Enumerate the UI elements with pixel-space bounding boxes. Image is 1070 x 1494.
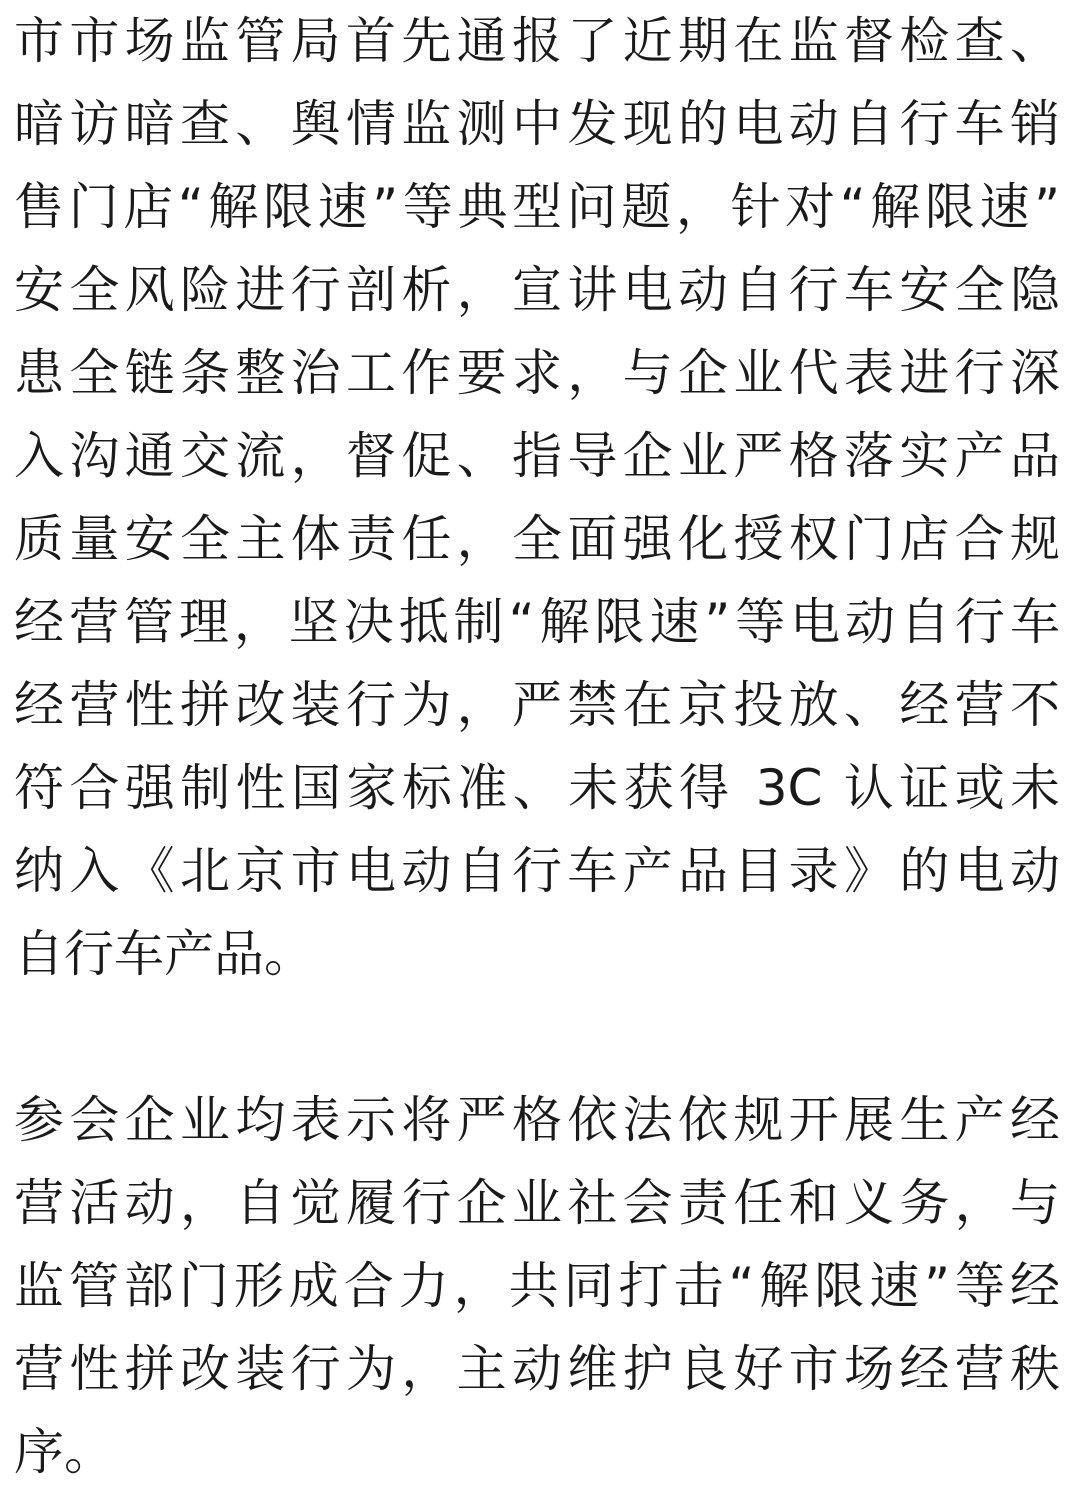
text-line: 序。 — [14, 1423, 114, 1481]
text-line: 符合强制性国家标准、未获得 3C 认证或未 — [14, 759, 1060, 817]
text-line: 营性拼改装行为，主动维护良好市场经营秩 — [14, 1340, 1060, 1398]
text-line: 安全风险进行剖析，宣讲电动自行车安全隐 — [14, 261, 1060, 319]
text-line: 经营管理，坚决抵制“解限速”等电动自行车 — [14, 593, 1060, 651]
paragraph-1 — [14, 0, 1060, 996]
text-line: 营活动，自觉履行企业社会责任和义务，与 — [14, 1174, 1060, 1232]
text-line: 患全链条整治工作要求，与企业代表进行深 — [14, 344, 1060, 402]
article-body — [14, 0, 1060, 1494]
paragraph-2 — [14, 1079, 1060, 1494]
text-line: 售门店“解限速”等典型问题，针对“解限速” — [14, 178, 1060, 236]
text-line: 参会企业均表示将严格依法依规开展生产经 — [14, 1091, 1060, 1149]
text-line: 自行车产品。 — [14, 925, 314, 983]
paragraph-spacer — [14, 996, 1060, 1079]
text-line: 入沟通交流，督促、指导企业严格落实产品 — [14, 427, 1060, 485]
text-line: 质量安全主体责任，全面强化授权门店合规 — [14, 510, 1060, 568]
text-line: 经营性拼改装行为，严禁在京投放、经营不 — [14, 676, 1060, 734]
text-line: 市市场监管局首先通报了近期在监督检查、 — [14, 12, 1060, 70]
text-line: 暗访暗查、舆情监测中发现的电动自行车销 — [14, 95, 1060, 153]
text-line: 纳入《北京市电动自行车产品目录》的电动 — [14, 842, 1060, 900]
text-line: 监管部门形成合力，共同打击“解限速”等经 — [14, 1257, 1060, 1315]
